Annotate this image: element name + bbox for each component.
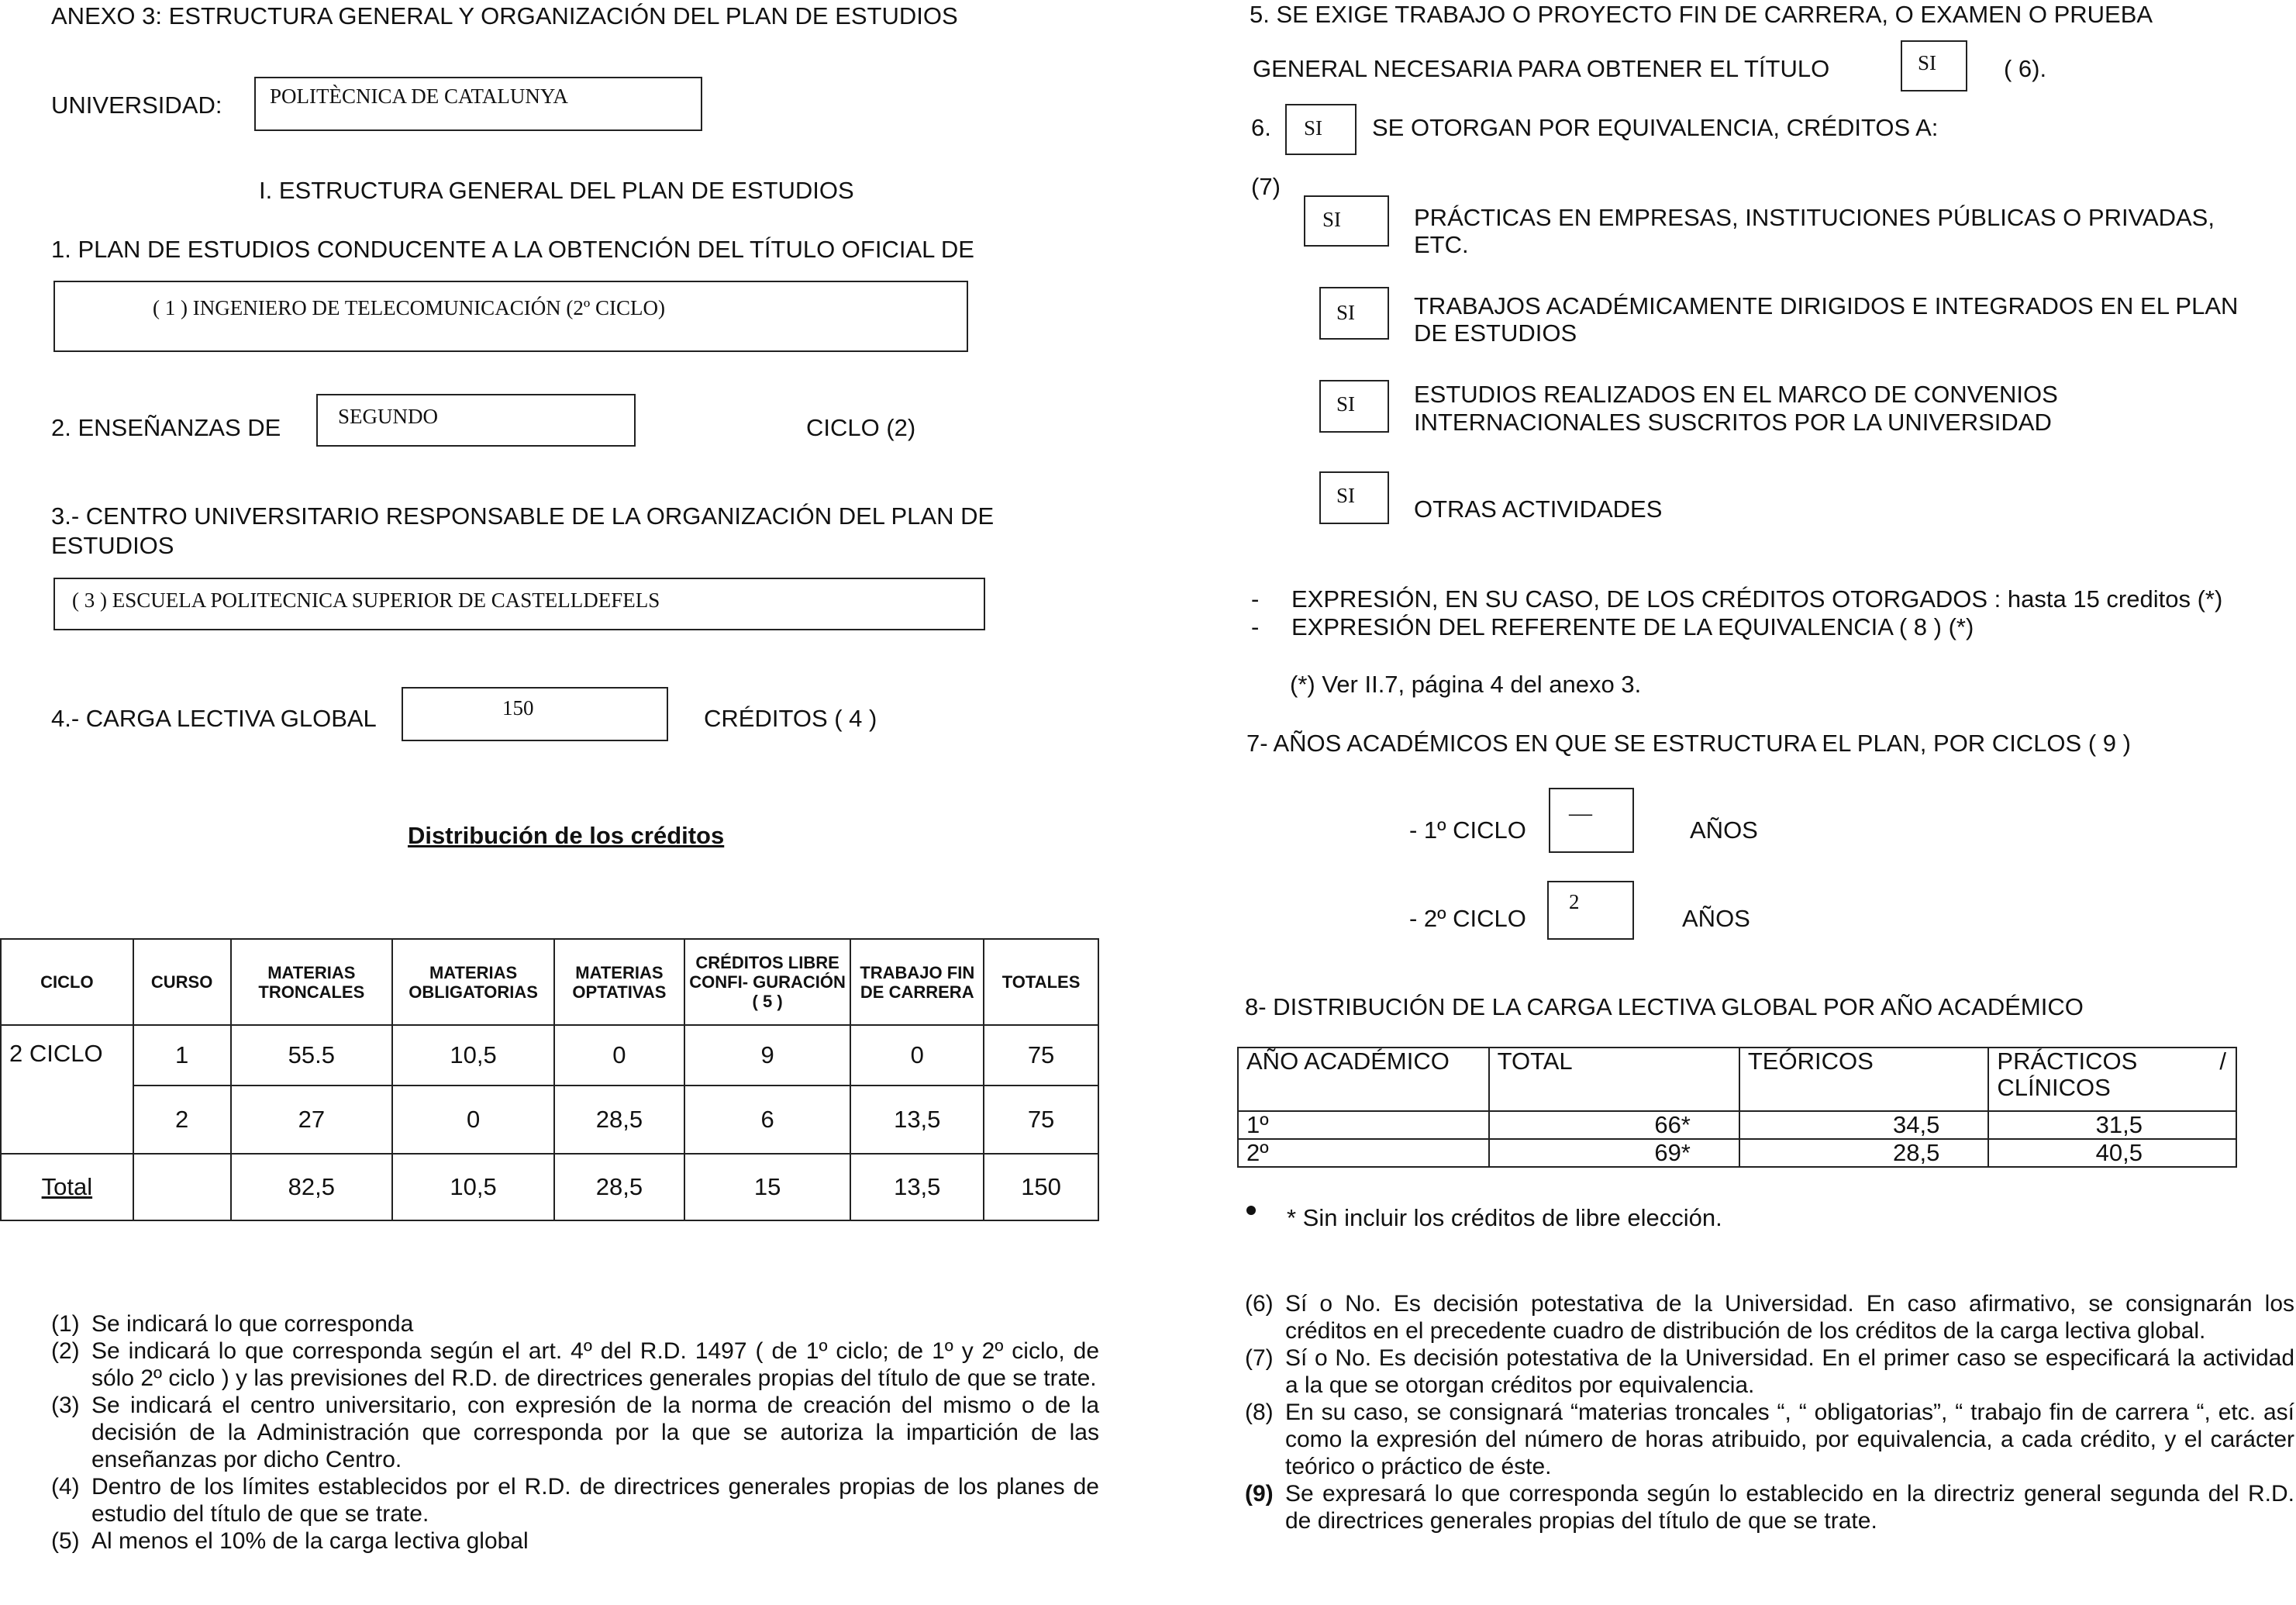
table-cell: 1º — [1238, 1111, 1489, 1139]
table-cell: 13,5 — [850, 1154, 984, 1220]
item4-suffix: CRÉDITOS ( 4 ) — [704, 705, 877, 732]
item5-suffix: ( 6). — [2004, 55, 2047, 82]
table-cell: 55.5 — [231, 1025, 393, 1086]
item2-label: 2. ENSEÑANZAS DE — [51, 414, 281, 441]
table-cell: 10,5 — [392, 1154, 554, 1220]
table-cell: 150 — [984, 1154, 1098, 1220]
load-field — [402, 687, 668, 741]
table-cell: 1 — [133, 1025, 231, 1086]
header-theory: TEÓRICOS — [1739, 1048, 1989, 1111]
section-title: I. ESTRUCTURA GENERAL DEL PLAN DE ESTUDIOS — [259, 177, 854, 204]
cycle1-suffix: AÑOS — [1690, 816, 1758, 844]
item2-suffix: CICLO (2) — [806, 414, 916, 441]
table-cell: 34,5 — [1739, 1111, 1989, 1139]
footnote-1: (1) Se indicará lo que corresponda — [51, 1311, 414, 1337]
bullet-icon — [1246, 1206, 1256, 1215]
equiv-3-value: SI — [1336, 392, 1356, 416]
item6-label: SE OTORGAN POR EQUIVALENCIA, CRÉDITOS A: — [1372, 114, 1939, 141]
table-cell: 40,5 — [1988, 1139, 2236, 1167]
equiv-1-line1: PRÁCTICAS EN EMPRESAS, INSTITUCIONES PÚBLICAS O PRIVADAS, — [1414, 204, 2215, 231]
credits-expression: EXPRESIÓN, EN SU CASO, DE LOS CRÉDITOS OTORGADOS : hasta 15 creditos (*) — [1291, 585, 2223, 613]
header-final-project: TRABAJO FIN DE CARRERA — [850, 939, 984, 1025]
equiv-1-line2: ETC. — [1414, 231, 1469, 258]
header-totals: TOTALES — [984, 939, 1098, 1025]
table-cell: 10,5 — [392, 1025, 554, 1086]
header-cycle: CICLO — [1, 939, 133, 1025]
right-footnotes — [1245, 1290, 2294, 1534]
cycle2-field — [1547, 881, 1634, 940]
bullet-note: * Sin incluir los créditos de libre elección. — [1287, 1204, 1722, 1231]
slash: / — [2219, 1048, 2226, 1075]
cycle-field — [316, 394, 636, 447]
header-practice: PRÁCTICOS / CLÍNICOS — [1988, 1048, 2236, 1111]
equiv-4-line1: OTRAS ACTIVIDADES — [1414, 495, 1663, 523]
equiv-2-value: SI — [1336, 301, 1356, 324]
university-field — [254, 77, 702, 131]
table-cell: 75 — [984, 1025, 1098, 1086]
distribution-title: Distribución de los créditos — [408, 822, 725, 849]
centre-field — [53, 578, 985, 630]
dash-1: - — [1251, 585, 1260, 613]
item6-number: 6. — [1251, 114, 1271, 141]
table-cell: 13,5 — [850, 1086, 984, 1154]
table-cell: 15 — [684, 1154, 851, 1220]
equivalence-expression: EXPRESIÓN DEL REFERENTE DE LA EQUIVALENCIA ( 8 ) (*) — [1291, 613, 1974, 640]
equiv-3-line2: INTERNACIONALES SUSCRITOS POR LA UNIVERSIDAD — [1414, 409, 2052, 436]
item5-line1: 5. SE EXIGE TRABAJO O PROYECTO FIN DE CARRERA, O EXAMEN O PRUEBA — [1250, 1, 2153, 28]
equiv-2-line2: DE ESTUDIOS — [1414, 319, 1577, 347]
table-cell: 2º — [1238, 1139, 1489, 1167]
table-cell: 82,5 — [231, 1154, 393, 1220]
dash-2: - — [1251, 613, 1260, 640]
header-course: CURSO — [133, 939, 231, 1025]
cycle2-label: - 2º CICLO — [1409, 905, 1526, 932]
equiv-1-value: SI — [1322, 208, 1342, 231]
centre-value: ( 3 ) ESCUELA POLITECNICA SUPERIOR DE CASTELLDEFELS — [72, 588, 660, 612]
equiv-2-line1: TRABAJOS ACADÉMICAMENTE DIRIGIDOS E INTEGRADOS EN EL PLAN — [1414, 292, 2239, 319]
footnote-2: (2) Se indicará lo que corresponda según el art. 4º del R.D. 1497 ( de 1º ciclo; de 1º y 2º ciclo, de sólo 2º ciclo ) y las previsiones del R.D. de directrices generales propias del título de que se trate. — [51, 1338, 1099, 1391]
table-cell: 69* — [1489, 1139, 1739, 1167]
footnote-5: (5) Al menos el 10% de la carga lectiva global — [51, 1528, 529, 1554]
header-year: AÑO ACADÉMICO — [1238, 1048, 1489, 1111]
item4-label: 4.- CARGA LECTIVA GLOBAL — [51, 705, 377, 732]
university-label: UNIVERSIDAD: — [51, 91, 222, 119]
table-cell: 28,5 — [1739, 1139, 1989, 1167]
table-cell: 28,5 — [554, 1154, 684, 1220]
table-cell: 0 — [850, 1025, 984, 1086]
annex-title: ANEXO 3: ESTRUCTURA GENERAL Y ORGANIZACIÓN DEL PLAN DE ESTUDIOS — [51, 2, 958, 29]
item3-label-line2: ESTUDIOS — [51, 532, 174, 559]
cycle2-value: 2 — [1569, 890, 1580, 913]
equiv-4-field — [1319, 471, 1389, 524]
cycle-cell: 2 CICLO — [1, 1025, 133, 1154]
item5-field — [1901, 40, 1967, 91]
item1-label: 1. PLAN DE ESTUDIOS CONDUCENTE A LA OBTENCIÓN DEL TÍTULO OFICIAL DE — [51, 236, 974, 263]
cycle1-label: - 1º CICLO — [1409, 816, 1526, 844]
table-cell: 75 — [984, 1086, 1098, 1154]
table-row — [1238, 1111, 2236, 1139]
equiv-1-field — [1304, 195, 1389, 247]
item3-label-line1: 3.- CENTRO UNIVERSITARIO RESPONSABLE DE LA ORGANIZACIÓN DEL PLAN DE — [51, 502, 995, 530]
header-total: TOTAL — [1489, 1048, 1739, 1111]
item5-line2: GENERAL NECESARIA PARA OBTENER EL TÍTULO — [1253, 55, 1830, 82]
equiv-4-value: SI — [1336, 484, 1356, 507]
table-cell: 0 — [554, 1025, 684, 1086]
total-row — [1, 1154, 1098, 1220]
footnote-7: (7) Sí o No. Es decisión potestativa de la Universidad. En el primer caso se especificará la actividad a la que se otorgan créditos por equivalencia. — [1245, 1345, 2294, 1398]
equiv-3-field — [1319, 380, 1389, 433]
cycle1-value: — — [1569, 800, 1592, 826]
equiv-3-line1: ESTUDIOS REALIZADOS EN EL MARCO DE CONVENIOS — [1414, 381, 2058, 408]
footnote-9: (9) Se expresará lo que corresponda según lo establecido en la directriz general segunda del R.D. de directrices generales propias del título de que se trate. — [1245, 1481, 2294, 1534]
table-row — [1238, 1139, 2236, 1167]
table-cell: 66* — [1489, 1111, 1739, 1139]
header-core: MATERIAS TRONCALES — [231, 939, 393, 1025]
table-cell: 6 — [684, 1086, 851, 1154]
table-cell: 28,5 — [554, 1086, 684, 1154]
footnote-4: (4) Dentro de los límites establecidos por el R.D. de directrices generales propias de los planes de estudio del título de que se trate. — [51, 1474, 1099, 1527]
table-cell: 2 — [133, 1086, 231, 1154]
table-cell: 9 — [684, 1025, 851, 1086]
table-cell — [133, 1154, 231, 1220]
note-7-marker: (7) — [1251, 173, 1281, 200]
total-label: Total — [1, 1154, 133, 1220]
title-value: ( 1 ) INGENIERO DE TELECOMUNICACIÓN (2º CICLO) — [153, 296, 666, 319]
table-cell: 27 — [231, 1086, 393, 1154]
item8-label: 8- DISTRIBUCIÓN DE LA CARGA LECTIVA GLOBAL POR AÑO ACADÉMICO — [1245, 993, 2084, 1020]
load-value: 150 — [502, 696, 534, 720]
header-free-credits: CRÉDITOS LIBRE CONFI- GURACIÓN ( 5 ) — [684, 939, 851, 1025]
header-optional: MATERIAS OPTATIVAS — [554, 939, 684, 1025]
equiv-2-field — [1319, 287, 1389, 340]
cycle-value: SEGUNDO — [338, 405, 439, 428]
table-cell: 0 — [392, 1086, 554, 1154]
footnote-8: (8) En su caso, se consignará “materias troncales “, “ obligatorias”, “ trabajo fin de carrera “, etc. así como la expresión del número de horas atribuido, por equivalencia, a cada crédito, y el carácter teórico o práctico de éste. — [1245, 1400, 2294, 1479]
table-row — [1, 1086, 1098, 1154]
university-value: POLITÈCNICA DE CATALUNYA — [270, 85, 568, 108]
see-note: (*) Ver II.7, página 4 del anexo 3. — [1290, 671, 1642, 698]
table-row — [1, 1025, 1098, 1086]
credits-distribution-table — [0, 938, 1099, 1221]
item6-field — [1285, 104, 1357, 155]
item7-label: 7- AÑOS ACADÉMICOS EN QUE SE ESTRUCTURA EL PLAN, POR CICLOS ( 9 ) — [1246, 730, 2131, 757]
item5-value: SI — [1918, 51, 1937, 74]
footnote-3: (3) Se indicará el centro universitario, con expresión de la norma de creación del mismo o de la decisión de la Administración que corresponda por la que se autoriza la impartición de las enseñanzas por dicho Centro. — [51, 1393, 1099, 1472]
cycle1-field — [1549, 788, 1634, 853]
item6-value: SI — [1304, 116, 1323, 140]
year-distribution-table — [1237, 1047, 2237, 1168]
title-field — [53, 281, 968, 352]
left-footnotes — [51, 1310, 1099, 1555]
header-compulsory: MATERIAS OBLIGATORIAS — [392, 939, 554, 1025]
table-cell: 31,5 — [1988, 1111, 2236, 1139]
footnote-6: (6) Sí o No. Es decisión potestativa de la Universidad. En caso afirmativo, se consignarán los créditos en el precedente cuadro de distribución de los créditos de la carga lectiva global. — [1245, 1291, 2294, 1344]
cycle2-suffix: AÑOS — [1682, 905, 1750, 932]
